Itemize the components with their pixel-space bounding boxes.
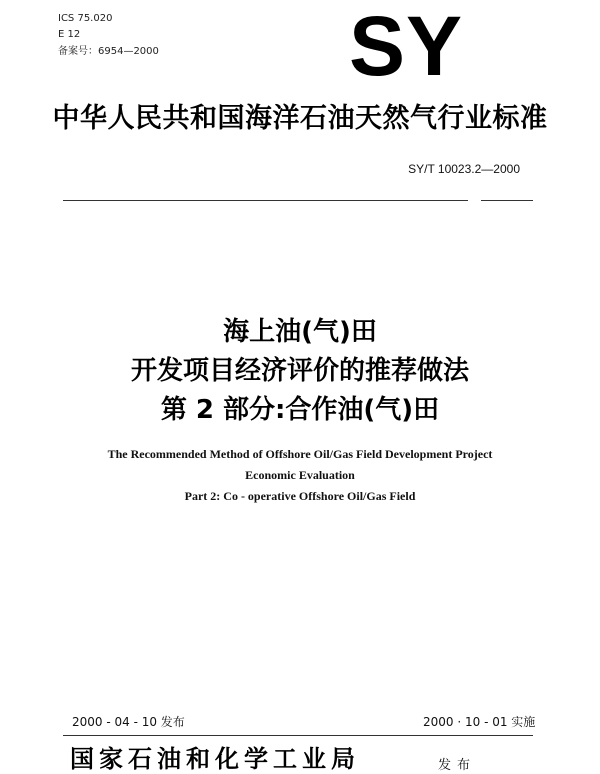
implementation-date: 2000 · 10 - 01 实施 <box>423 715 536 729</box>
footer-divider <box>63 735 533 736</box>
header-divider <box>63 200 468 201</box>
title-cn-line-2: 开发项目经济评价的推荐做法 <box>130 356 469 386</box>
title-en-line-2: Economic Evaluation <box>245 468 355 482</box>
sy-logo: SY <box>348 0 464 93</box>
standard-number: SY/T 10023.2—2000 <box>408 162 520 176</box>
title-cn-line-1: 海上油(气)田 <box>223 317 377 347</box>
header-divider-short <box>481 200 533 201</box>
org-title: 中华人民共和国海洋石油天然气行业标准 <box>52 103 548 134</box>
title-en-line-3: Part 2: Co - operative Offshore Oil/Gas Field <box>184 489 416 503</box>
ics-code: ICS 75.020 <box>58 13 113 24</box>
filing-number: 备案号：6954—2000 <box>58 46 159 57</box>
issuer-suffix: 发布 <box>438 758 477 773</box>
title-en-line-1: The Recommended Method of Offshore Oil/Gas Field Development Project <box>107 447 493 461</box>
issuer-name: 国家石油和化学工业局 <box>70 744 360 773</box>
title-cn-line-3: 第 2 部分:合作油(气)田 <box>160 395 440 425</box>
issue-date: 2000 - 04 - 10 发布 <box>72 715 185 729</box>
ccs-code: E 12 <box>58 29 81 40</box>
